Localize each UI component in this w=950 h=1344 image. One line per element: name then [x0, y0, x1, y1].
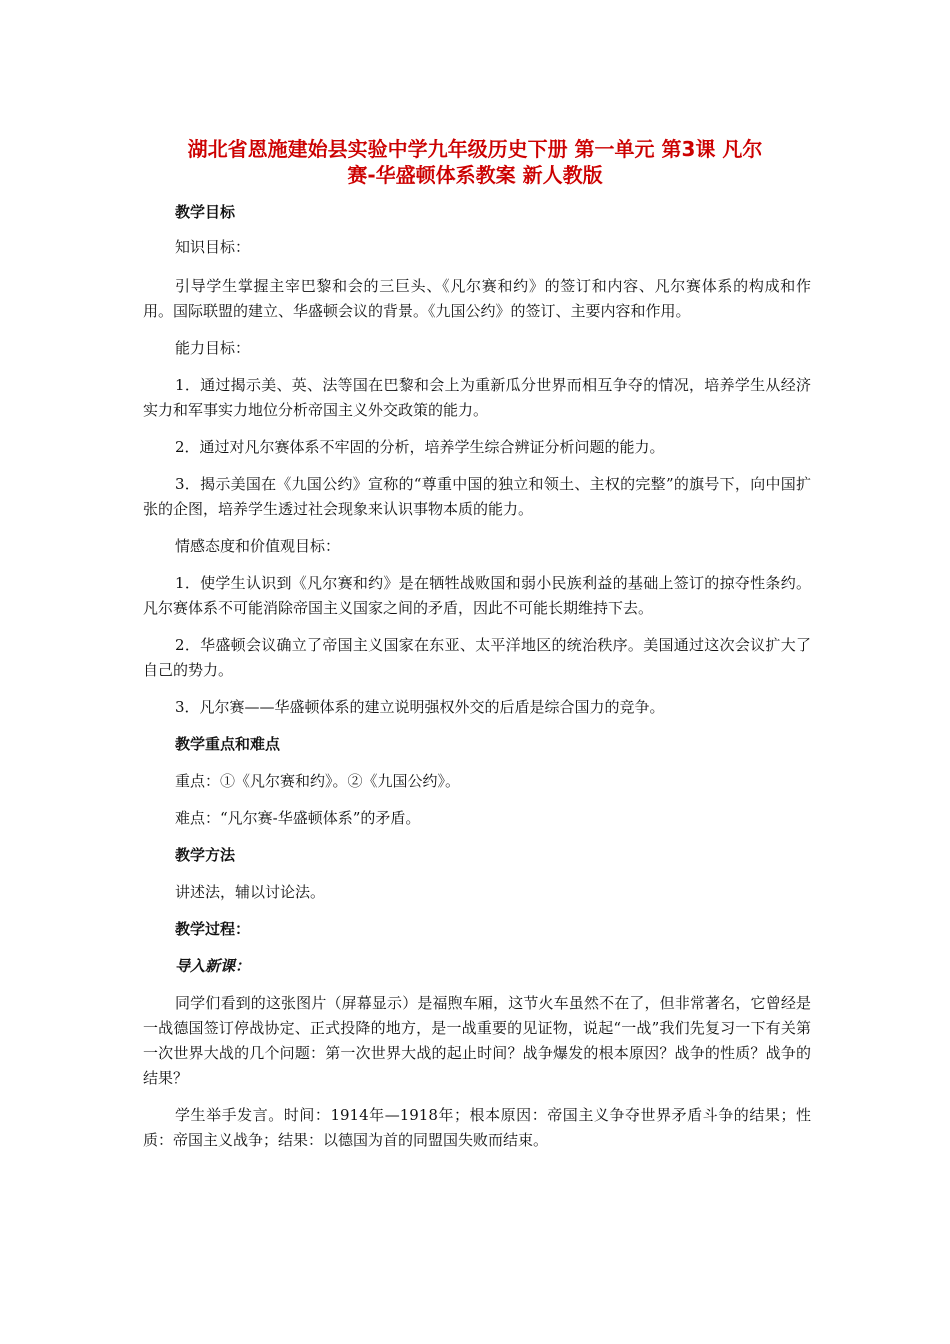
title-line-1: 湖北省恩施建始县实验中学九年级历史下册 第一单元 第3课 凡尔: [187, 137, 763, 161]
difficult-point: 难点：“凡尔赛-华盛顿体系”的矛盾。: [175, 809, 421, 827]
student-response-text: 学生举手发言。时间：1914年—1918年；根本原因：帝国主义争夺世界矛盾斗争的结果；性质：帝国主义战争；结果：以德国为首的同盟国失败而结束。: [143, 1106, 811, 1149]
emotion-goal-3: 3．凡尔赛——华盛顿体系的建立说明强权外交的后盾是综合国力的竞争。: [175, 698, 665, 716]
emotion-goal-2: 2．华盛顿会议确立了帝国主义国家在东亚、太平洋地区的统治秩序。美国通过这次会议扩大了自己的势力。: [143, 636, 811, 679]
document-body: [143, 200, 811, 1153]
title-line-2: 赛-华盛顿体系教案 新人教版: [347, 163, 603, 187]
heading-key-points: 教学重点和难点: [175, 735, 281, 753]
ability-goal-label: 能力目标：: [175, 339, 251, 357]
knowledge-goal-label: 知识目标：: [175, 238, 251, 256]
heading-teaching-goals: 教学目标: [175, 203, 236, 221]
heading-teaching-method: 教学方法: [175, 846, 236, 864]
emotion-goal-1: 1．使学生认识到《凡尔赛和约》是在牺牲战败国和弱小民族利益的基础上签订的掠夺性条约。凡尔赛体系不可能消除帝国主义国家之间的矛盾，因此不可能长期维持下去。: [143, 574, 811, 617]
heading-introduction: 导入新课：: [175, 957, 251, 975]
emotion-goal-label: 情感态度和价值观目标：: [175, 537, 341, 555]
heading-teaching-process: 教学过程：: [175, 920, 251, 938]
ability-goal-2: 2．通过对凡尔赛体系不牢固的分析，培养学生综合辨证分析问题的能力。: [175, 438, 665, 456]
introduction-text: 同学们看到的这张图片（屏幕显示）是福煦车厢，这节火车虽然不在了，但非常著名，它曾经是一战德国签订停战协定、正式投降的地方，是一战重要的见证物，说起“一战”我们先复习一下有关第一次世界大战的几个问题：第一次世界大战的起止时间？战争爆发的根本原因？战争的性质？战争的结果？: [143, 994, 811, 1087]
knowledge-goal-text: 引导学生掌握主宰巴黎和会的三巨头、《凡尔赛和约》的签订和内容、凡尔赛体系的构成和作用。国际联盟的建立、华盛顿会议的背景。《九国公约》的签订、主要内容和作用。: [143, 277, 811, 320]
ability-goal-1: 1．通过揭示美、英、法等国在巴黎和会上为重新瓜分世界而相互争夺的情况，培养学生从经济实力和军事实力地位分析帝国主义外交政策的能力。: [143, 376, 811, 419]
key-point: 重点：①《凡尔赛和约》。②《九国公约》。: [175, 772, 461, 790]
document-title: [140, 136, 810, 188]
teaching-method-text: 讲述法，辅以讨论法。: [175, 883, 326, 901]
ability-goal-3: 3．揭示美国在《九国公约》宣称的“尊重中国的独立和领土、主权的完整”的旗号下，向中国扩张的企图，培养学生透过社会现象来认识事物本质的能力。: [143, 475, 811, 518]
